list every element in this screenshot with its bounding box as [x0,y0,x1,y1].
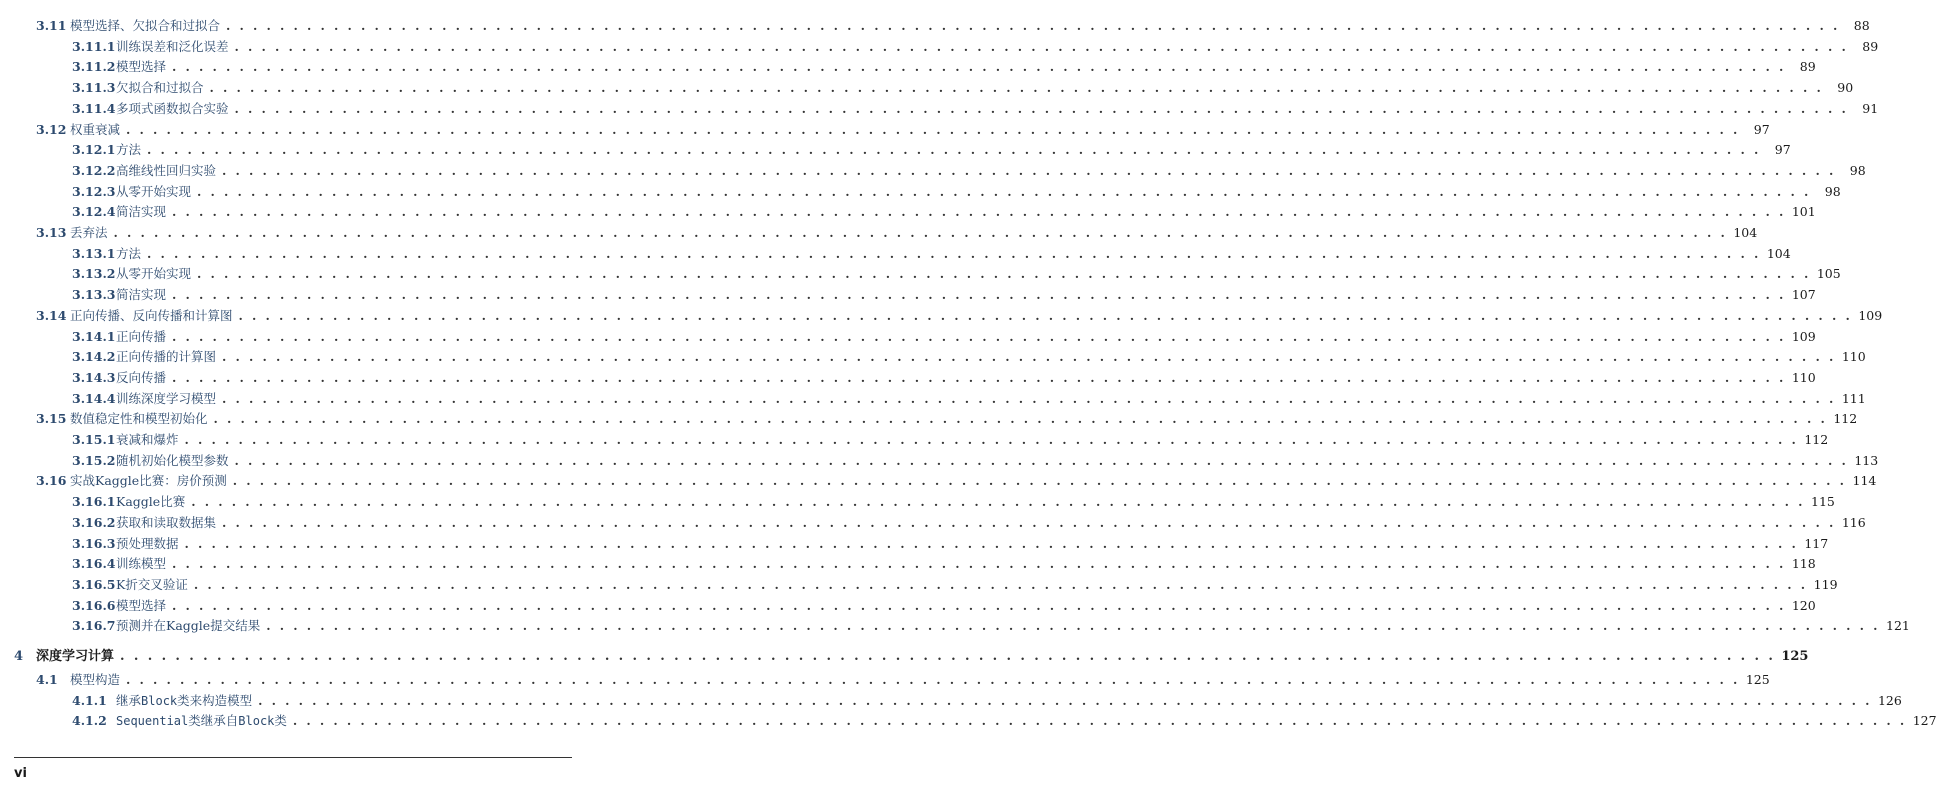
toc-entry-page: 97 [1774,142,1791,158]
toc-leader-dots: . . . . . . . . . . . . . . . . . . . . . . . . . . . . . . . . . . . . . . . . . . . . . . . . . . . . . . . . . . . . . . . . . . . . . . . . . . . . . . . . . . . . . . . . . . . . . . . . . . . . . . . . . . . . . . . . . . . . . . . . [126,672,1740,687]
toc-entry-page: 112 [1833,411,1858,427]
toc-entry[interactable] [72,369,1816,386]
toc-entry-title[interactable]: 模型选择、欠拟合和过拟合 [70,18,221,33]
toc-leader-dots: . . . . . . . . . . . . . . . . . . . . . . . . . . . . . . . . . . . . . . . . . . . . . . . . . . . . . . . . . . . . . . . . . . . . . . . . . . . . . . . . . . . . . . . . . . . . . . . . . . . . . . . . . . . . . . . . . . . . . . . . [184,535,1799,551]
toc-entry-title[interactable]: 获取和读取数据集 [116,514,217,530]
toc-entry-page: 119 [1813,576,1838,592]
toc-entry-number: 3.16.5 [72,576,116,592]
toc-entry-title[interactable]: 深度学习计算 [36,649,115,664]
toc-entry-number: 3.15 [36,411,67,427]
toc-leader-dots: . . . . . . . . . . . . . . . . . . . . . . . . . . . . . . . . . . . . . . . . . . . . . . . . . . . . . . . . . . . . . . . . . . . . . . . . . . . . . . . . . . . . . . . . . . . . . . . . . . . . . . . . . . . . . . . . . . . . . . . . [126,121,1740,137]
toc-entry-title[interactable]: 从零开始实现 [116,183,192,199]
toc-entry-page: 125 [1745,672,1770,687]
toc-entry-number: 3.15.2 [72,452,116,468]
toc-entry-title[interactable]: 随机初始化模型参数 [116,452,229,468]
toc-leader-dots: . . . . . . . . . . . . . . . . . . . . . . . . . . . . . . . . . . . . . . . . . . . . . . . . . . . . . . . . . . . . . . . . . . . . . . . . . . . . . . . . . . . . . . . . . . . . . . . . . . . . . . . . . . . . . . . . . . . . . . . . [238,307,1853,323]
toc-entry-page: 105 [1816,266,1841,282]
toc-entry-page: 118 [1791,556,1816,572]
toc-entry-number: 3.12 [36,121,67,137]
toc-entry-title[interactable]: 继承Block类来构造模型 [116,692,253,708]
toc-entry-number: 3.11.3 [72,80,116,96]
toc-entry-title[interactable]: 训练误差和泛化误差 [116,38,229,54]
toc-entry[interactable] [36,307,1883,324]
toc-entry-title[interactable]: 方法 [116,142,142,158]
toc-entry-number: 3.16.6 [72,597,116,613]
toc-entry[interactable] [72,349,1866,365]
toc-entry-number: 3.13.1 [72,245,116,261]
toc-entry[interactable] [72,556,1816,572]
toc-entry[interactable] [72,494,1835,510]
toc-entry-number: 3.11.2 [72,59,116,75]
toc-leader-dots: . . . . . . . . . . . . . . . . . . . . . . . . . . . . . . . . . . . . . . . . . . . . . . . . . . . . . . . . . . . . . . . . . . . . . . . . . . . . . . . . . . . . . . . . . . . . . . . . . . . . . . . . . . . . . . . . . . . . . . . . [213,411,1828,427]
toc-entry-title[interactable]: 模型选择 [116,59,167,75]
toc-leader-dots: . . . . . . . . . . . . . . . . . . . . . . . . . . . . . . . . . . . . . . . . . . . . . . . . . . . . . . . . . . . . . . . . . . . . . . . . . . . . . . . . . . . . . . . . . . . . . . . . . . . . . . . . . . . . . . . . . . . . . . . . [197,266,1811,282]
toc-entry[interactable] [72,142,1791,158]
toc-entry-number: 3.11 [36,18,67,33]
toc-entry-title[interactable]: 方法 [116,245,142,261]
toc-entry-page: 126 [1877,692,1902,708]
toc-entry[interactable] [72,266,1841,282]
toc-leader-dots: . . . . . . . . . . . . . . . . . . . . . . . . . . . . . . . . . . . . . . . . . . . . . . . . . . . . . . . . . . . . . . . . . . . . . . . . . . . . . . . . . . . . . . . . . . . . . . . . . . . . . . . . . . . . . . . . . . . . . . . . [172,328,1786,344]
toc-entry-number: 3.13.2 [72,266,116,282]
toc-entry-page: 98 [1849,162,1866,178]
toc-leader-dots: . . . . . . . . . . . . . . . . . . . . . . . . . . . . . . . . . . . . . . . . . . . . . . . . . . . . . . . . . . . . . . . . . . . . . . . . . . . . . . . . . . . . . . . . . . . . . . . . . . . . . . . . . . . . . . . . . . . . . . . . [222,390,1836,406]
toc-entry-number: 3.11.4 [72,100,116,116]
toc-entry-page: 115 [1811,494,1835,510]
toc-leader-dots: . . . . . . . . . . . . . . . . . . . . . . . . . . . . . . . . . . . . . . . . . . . . . . . . . . . . . . . . . . . . . . . . . . . . . . . . . . . . . . . . . . . . . . . . . . . . . . . . . . . . . . . . . . . . . . . . . . . . . . . . [147,142,1761,158]
toc-leader-dots: . . . . . . . . . . . . . . . . . . . . . . . . . . . . . . . . . . . . . . . . . . . . . . . . . . . . . . . . . . . . . . . . . . . . . . . . . . . . . . . . . . . . . . . . . . . . . . . . . . . . . . . . . . . . . . . . . . . . . . . . [172,369,1786,385]
footer-page-number: vi [14,766,27,781]
toc-entry-page: 107 [1791,287,1816,303]
toc-entry[interactable] [72,38,1879,55]
toc-entry-number: 3.16 [36,473,67,489]
toc-entry-title[interactable]: K折交叉验证 [116,576,188,592]
toc-entry-title[interactable]: 正向传播 [116,328,167,344]
toc-entry[interactable] [14,649,1809,665]
toc-entry-page: 114 [1852,473,1877,489]
toc-entry-number: 3.11.1 [72,38,116,54]
toc-leader-dots: . . . . . . . . . . . . . . . . . . . . . . . . . . . . . . . . . . . . . . . . . . . . . . . . . . . . . . . . . . . . . . . . . . . . . . . . . . . . . . . . . . . . . . . . . . . . . . . . . . . . . . . . . . . . . . . . . . . . . . . . [222,349,1836,365]
toc-entry-number: 3.14.2 [72,349,116,365]
toc-entry-title[interactable]: 训练模型 [116,556,167,572]
toc-entry[interactable] [36,411,1858,427]
toc-entry-number: 3.16.2 [72,514,116,530]
toc-entry-title[interactable]: 简洁实现 [116,287,167,303]
toc-entry-page: 109 [1858,307,1883,323]
toc-entry-title[interactable]: 欠拟合和过拟合 [116,80,204,96]
toc-entry[interactable] [72,100,1879,117]
toc-entry-page: 110 [1841,349,1866,365]
toc-entry-title[interactable]: 丢弃法 [70,225,108,240]
toc-entry-title[interactable]: 模型构造 [70,672,121,687]
toc-entry-number: 4.1.1 [72,692,107,708]
toc-leader-dots: . . . . . . . . . . . . . . . . . . . . . . . . . . . . . . . . . . . . . . . . . . . . . . . . . . . . . . . . . . . . . . . . . . . . . . . . . . . . . . . . . . . . . . . . . . . . . . . . . . . . . . . . . . . . . . . . . . . . . . . . [193,576,1808,592]
toc-entry-title[interactable]: 简洁实现 [116,204,167,220]
toc-entry-number: 3.16.1 [72,494,116,510]
toc-entry-number: 3.14.3 [72,369,116,385]
toc-entry[interactable] [72,183,1841,200]
toc-entry[interactable] [72,287,1816,303]
toc-entry-title[interactable]: Sequential类继承自Block类 [116,713,287,729]
toc-entry[interactable] [72,245,1791,262]
toc-entry[interactable] [72,162,1866,179]
toc-entry-page: 116 [1841,514,1866,530]
toc-entry-page: 88 [1853,18,1870,33]
toc-entry-title[interactable]: 权重衰减 [70,121,121,137]
toc-entry-title[interactable]: 训练深度学习模型 [116,390,217,406]
toc-entry-title[interactable]: 从零开始实现 [116,266,192,282]
toc-entry-page: 89 [1799,59,1816,75]
toc-entry[interactable] [72,597,1816,614]
toc-entry-number: 3.14 [36,307,67,323]
toc-leader-dots: . . . . . . . . . . . . . . . . . . . . . . . . . . . . . . . . . . . . . . . . . . . . . . . . . . . . . . . . . . . . . . . . . . . . . . . . . . . . . . . . . . . . . . . . . . . . . . . . . . . . . . . . . . . . . . . . . . . . . . . . [232,473,1847,489]
toc-entry-number: 3.14.1 [72,328,116,344]
toc-entry-title[interactable]: 数值稳定性和模型初始化 [70,411,208,427]
toc-entry[interactable] [72,328,1816,345]
toc-entry-page: 120 [1791,597,1816,613]
toc-entry-page: 91 [1862,100,1879,116]
toc-entry-page: 111 [1841,390,1866,406]
toc-entry[interactable] [72,514,1866,531]
toc-entry-number: 4.1.2 [72,713,107,729]
toc-entry[interactable] [36,672,1770,688]
toc-entry-title[interactable]: 多项式函数拟合实验 [116,100,229,116]
toc-entry-page: 113 [1854,452,1879,468]
toc-leader-dots: . . . . . . . . . . . . . . . . . . . . . . . . . . . . . . . . . . . . . . . . . . . . . . . . . . . . . . . . . . . . . . . . . . . . . . . . . . . . . . . . . . . . . . . . . . . . . . . . . . . . . . . . . . . . . . . . . . . . . . . . [172,204,1786,220]
toc-leader-dots: . . . . . . . . . . . . . . . . . . . . . . . . . . . . . . . . . . . . . . . . . . . . . . . . . . . . . . . . . . . . . . . . . . . . . . . . . . . . . . . . . . . . . . . . . . . . . . . . . . . . . . . . . . . . . . . . . . . . . . . . [292,713,1907,729]
toc-entry[interactable] [36,473,1877,489]
toc-entry-number: 3.15.1 [72,432,116,447]
toc-entry-number: 4.1 [36,672,58,687]
toc-entry-title[interactable]: 模型选择 [116,597,167,613]
toc-entry-page: 98 [1824,183,1841,199]
toc-leader-dots: . . . . . . . . . . . . . . . . . . . . . . . . . . . . . . . . . . . . . . . . . . . . . . . . . . . . . . . . . . . . . . . . . . . . . . . . . . . . . . . . . . . . . . . . . . . . . . . . . . . . . . . . . . . . . . . . . . . . . . . . [172,287,1786,303]
toc-entry-number: 3.12.4 [72,204,116,220]
toc-entry[interactable] [72,535,1829,552]
toc-entry-page: 117 [1804,535,1829,551]
toc-entry-page: 89 [1862,38,1879,54]
toc-entry-title[interactable]: 预测并在Kaggle提交结果 [116,618,261,634]
toc-entry[interactable] [72,204,1816,220]
toc-leader-dots: . . . . . . . . . . . . . . . . . . . . . . . . . . . . . . . . . . . . . . . . . . . . . . . . . . . . . . . . . . . . . . . . . . . . . . . . . . . . . . . . . . . . . . . . . . . . . . . . . . . . . . . . . . . . . . . . . . . . . . . . [191,494,1805,510]
toc-entry-number: 3.16.4 [72,556,116,572]
toc-leader-dots: . . . . . . . . . . . . . . . . . . . . . . . . . . . . . . . . . . . . . . . . . . . . . . . . . . . . . . . . . . . . . . . . . . . . . . . . . . . . . . . . . . . . . . . . . . . . . . . . . . . . . . . . . . . . . . . . . . . . . . . . [234,38,1849,54]
toc-entry-number: 3.14.4 [72,390,116,406]
toc-entry[interactable] [36,225,1758,241]
toc-entry-page: 90 [1837,80,1854,96]
toc-leader-dots: . . . . . . . . . . . . . . . . . . . . . . . . . . . . . . . . . . . . . . . . . . . . . . . . . . . . . . . . . . . . . . . . . . . . . . . . . . . . . . . . . . . . . . . . . . . . . . . . . . . . . . . . . . . . . . . . . . . . . . . . [234,100,1849,116]
toc-entry-number: 3.12.2 [72,162,116,178]
toc-entry[interactable] [72,432,1829,448]
toc-leader-dots: . . . . . . . . . . . . . . . . . . . . . . . . . . . . . . . . . . . . . . . . . . . . . . . . . . . . . . . . . . . . . . . . . . . . . . . . . . . . . . . . . . . . . . . . . . . . . . . . . . . . . . . . . . . . . . . . . . . . . . . . [222,514,1836,530]
toc-entry-page: 104 [1766,245,1791,261]
toc-entry[interactable] [36,18,1870,34]
toc-entry[interactable] [72,452,1879,469]
toc-leader-dots: . . . . . . . . . . . . . . . . . . . . . . . . . . . . . . . . . . . . . . . . . . . . . . . . . . . . . . . . . . . . . . . . . . . . . . . . . . . . . . . . . . . . . . . . . . . . . . . . . . . . . . . . . . . . . . . . . . . . . . . . [258,692,1872,708]
toc-entry-page: 125 [1781,649,1809,664]
toc-entry-title[interactable]: 高维线性回归实验 [116,162,217,178]
toc-entry-title[interactable]: 预处理数据 [116,535,179,551]
toc-entry-page: 110 [1791,369,1816,385]
toc-leader-dots: . . . . . . . . . . . . . . . . . . . . . . . . . . . . . . . . . . . . . . . . . . . . . . . . . . . . . . . . . . . . . . . . . . . . . . . . . . . . . . . . . . . . . . . . . . . . . . . . . . . . . . . . . . . . . . . . . . . . . . . . [172,59,1786,75]
toc-leader-dots: . . . . . . . . . . . . . . . . . . . . . . . . . . . . . . . . . . . . . . . . . . . . . . . . . . . . . . . . . . . . . . . . . . . . . . . . . . . . . . . . . . . . . . . . . . . . . . . . . . . . . . . . . . . . . . . . . . . . . . . . [234,452,1849,468]
toc-entry-page: 127 [1912,713,1937,729]
toc-entry-title[interactable]: 衰减和爆炸 [116,432,179,447]
toc-leader-dots: . . . . . . . . . . . . . . . . . . . . . . . . . . . . . . . . . . . . . . . . . . . . . . . . . . . . . . . . . . . . . . . . . . . . . . . . . . . . . . . . . . . . . . . . . . . . . . . . . . . . . . . . . . . . . . . . . . . . . . . . [222,162,1836,178]
toc-leader-dots: . . . . . . . . . . . . . . . . . . . . . . . . . . . . . . . . . . . . . . . . . . . . . . . . . . . . . . . . . . . . . . . . . . . . . . . . . . . . . . . . . . . . . . . . . . . . . . . . . . . . . . . . . . . . . . . . . . . . . . . . [209,80,1824,96]
toc-leader-dots: . . . . . . . . . . . . . . . . . . . . . . . . . . . . . . . . . . . . . . . . . . . . . . . . . . . . . . . . . . . . . . . . . . . . . . . . . . . . . . . . . . . . . . . . . . . . . . . . . . . . . . . . . . . . . . . . . . . . . . . . [172,556,1786,572]
toc-entry-number: 3.16.7 [72,618,116,634]
toc-leader-dots: . . . . . . . . . . . . . . . . . . . . . . . . . . . . . . . . . . . . . . . . . . . . . . . . . . . . . . . . . . . . . . . . . . . . . . . . . . . . . . . . . . . . . . . . . . . . . . . . . . . . . . . . . . . . . . . . . . . . . . . . [226,18,1840,33]
toc-leader-dots: . . . . . . . . . . . . . . . . . . . . . . . . . . . . . . . . . . . . . . . . . . . . . . . . . . . . . . . . . . . . . . . . . . . . . . . . . . . . . . . . . . . . . . . . . . . . . . . . . . . . . . . . . . . . . . . . . . . . . . . . [184,432,1799,447]
toc-entry-page: 109 [1791,328,1816,344]
toc-entry[interactable] [36,121,1770,138]
toc-leader-dots: . . . . . . . . . . . . . . . . . . . . . . . . . . . . . . . . . . . . . . . . . . . . . . . . . . . . . . . . . . . . . . . . . . . . . . . . . . . . . . . . . . . . . . . . . . . . . . . . . . . . . . . . . . . . . . . . . . . . . . . . [120,649,1776,664]
toc-entry-title[interactable]: Kaggle比赛 [116,494,186,510]
toc-entry-page: 112 [1804,432,1829,447]
toc-entry-number: 4 [14,649,24,664]
toc-entry-title[interactable]: 正向传播的计算图 [116,349,217,365]
toc-entry-number: 3.13.3 [72,287,116,303]
toc-leader-dots: . . . . . . . . . . . . . . . . . . . . . . . . . . . . . . . . . . . . . . . . . . . . . . . . . . . . . . . . . . . . . . . . . . . . . . . . . . . . . . . . . . . . . . . . . . . . . . . . . . . . . . . . . . . . . . . . . . . . . . . . [266,618,1880,634]
toc-leader-dots: . . . . . . . . . . . . . . . . . . . . . . . . . . . . . . . . . . . . . . . . . . . . . . . . . . . . . . . . . . . . . . . . . . . . . . . . . . . . . . . . . . . . . . . . . . . . . . . . . . . . . . . . . . . . . . . . . . . . . . . . [113,225,1728,240]
toc-entry-page: 104 [1733,225,1758,240]
toc-entry-title[interactable]: 实战Kaggle比赛：房价预测 [70,473,227,489]
toc-entry[interactable] [72,618,1910,634]
toc-entry[interactable] [72,80,1854,96]
toc-entry-number: 3.12.3 [72,183,116,199]
footer-rule [14,757,572,758]
toc-entry[interactable] [72,390,1866,407]
toc-entry-page: 121 [1886,618,1910,634]
toc-entry[interactable] [72,576,1838,593]
toc-entry-number: 3.13 [36,225,67,240]
toc-entry-title[interactable]: 正向传播、反向传播和计算图 [70,307,233,323]
toc-leader-dots: . . . . . . . . . . . . . . . . . . . . . . . . . . . . . . . . . . . . . . . . . . . . . . . . . . . . . . . . . . . . . . . . . . . . . . . . . . . . . . . . . . . . . . . . . . . . . . . . . . . . . . . . . . . . . . . . . . . . . . . . [172,597,1786,613]
toc-leader-dots: . . . . . . . . . . . . . . . . . . . . . . . . . . . . . . . . . . . . . . . . . . . . . . . . . . . . . . . . . . . . . . . . . . . . . . . . . . . . . . . . . . . . . . . . . . . . . . . . . . . . . . . . . . . . . . . . . . . . . . . . [197,183,1811,199]
toc-entry[interactable] [72,59,1816,75]
toc-entry-page: 97 [1753,121,1770,137]
toc-entry[interactable] [72,713,1937,729]
toc-entry-page: 101 [1791,204,1816,220]
toc-leader-dots: . . . . . . . . . . . . . . . . . . . . . . . . . . . . . . . . . . . . . . . . . . . . . . . . . . . . . . . . . . . . . . . . . . . . . . . . . . . . . . . . . . . . . . . . . . . . . . . . . . . . . . . . . . . . . . . . . . . . . . . . [147,245,1761,261]
toc-entry-number: 3.12.1 [72,142,116,158]
toc-entry-number: 3.16.3 [72,535,116,551]
toc-entry-title[interactable]: 反向传播 [116,369,167,385]
toc-entry[interactable] [72,692,1902,709]
